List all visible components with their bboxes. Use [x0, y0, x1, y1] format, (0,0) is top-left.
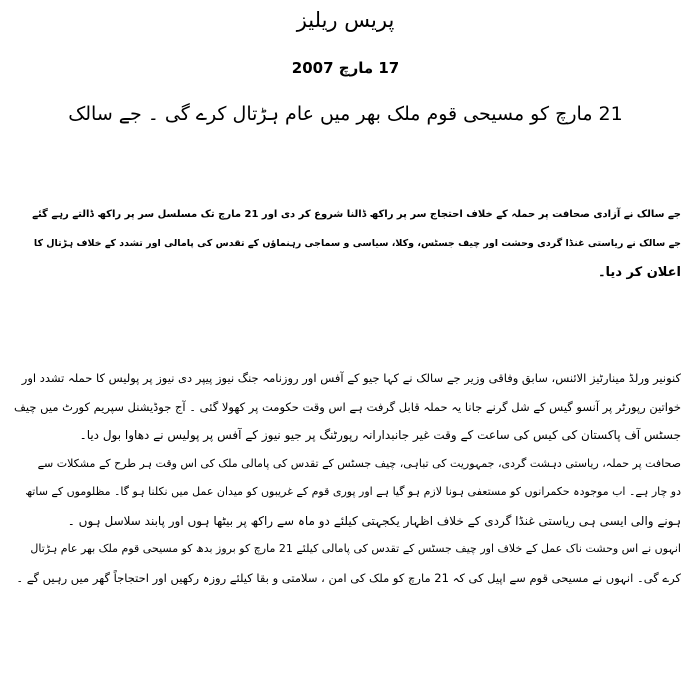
document-headline: 21 مارچ کو مسیحی قوم ملک بھر میں عام ہڑتال کرے گی ۔ جے سالک — [68, 103, 623, 125]
document-date: 17 مارچ 2007 — [291, 59, 400, 77]
body-line: صحافت پر حملہ، ریاستی دہشت گردی، جمہوریت کی تباہی، چیف جسٹس کے تقدس کی پامالی ملک کی اس وقت ہر طرح کے مشکلات سے — [37, 456, 681, 470]
body-line: ہونے والی ایسی ہی ریاستی غنڈا گردی کے خلاف اظہار یکجہتی کیلئے دو ماہ سے راکھ پر بیٹھا ہوں اور پابند سلاسل ہوں ۔ — [67, 513, 681, 528]
document-title: پریس ریلیز — [296, 8, 395, 32]
lead-line: اعلان کر دیا۔ — [597, 265, 681, 280]
lead-line: جے سالک نے آزادی صحافت پر حملہ کے خلاف احتجاج سر پر راکھ ڈالنا شروع کر دی اور 21 مارچ تک مسلسل سر پر راکھ ڈالتے رہے گئے — [32, 209, 681, 220]
body-line: کنونیر ورلڈ مینارٹیز الائنس، سابق وفاقی وزیر جے سالک نے کہا جیو کے آفس اور روزنامہ جنگ نیوز پیپر دی نیوز پر پولیس کا حملہ تشدد اور — [21, 371, 681, 385]
body-line: انہوں نے اس وحشت ناک عمل کے خلاف اور چیف جسٹس کے تقدس کی پامالی کیلئے 21 مارچ کو بروز بدھ کو مسیحی قوم ملک بھر عام ہڑتال — [30, 542, 681, 555]
body-line: خواتین رپورٹر پر آنسو گیس کے شل گرنے جانا یہ حملہ قابل گرفت ہے اس وقت حکومت پر کھولا گئی ۔ آج جوڈیشنل سپریم کورٹ میں چیف — [13, 399, 681, 414]
body-paragraph — [12, 364, 681, 592]
body-line: کرے گی۔ انہوں نے مسیحی قوم سے اپیل کی کہ 21 مارچ کو ملک کی امن ، سلامتی و بقا کیلئے روزہ رکھیں اور احتجاجاً گھر میں رہیں گے ۔ — [16, 570, 681, 585]
lead-line: جے سالک نے ریاستی غنڈا گردی وحشت اور چیف جسٹس، وکلا، سیاسی و سماجی رہنماؤں کے تقدس کی پامالی اور تشدد کے خلاف ہڑتال کا — [33, 238, 681, 249]
lead-paragraph — [12, 200, 681, 287]
body-line: جسٹس آف پاکستان کی کیس کی ساعت کے وقت غیر جانبدارانہ رپورٹنگ پر جیو نیوز کے آفس پر پولیس نے دھاوا بول دیا۔ — [79, 428, 681, 442]
body-line: دو چار ہے۔ اب موجودہ حکمرانوں کو مستعفی ہونا لازم ہو گیا ہے اور پوری قوم کے غریبوں کو میدان عمل میں نکلنا ہو گا۔ مظلوموں کے ساتھ — [25, 485, 681, 498]
